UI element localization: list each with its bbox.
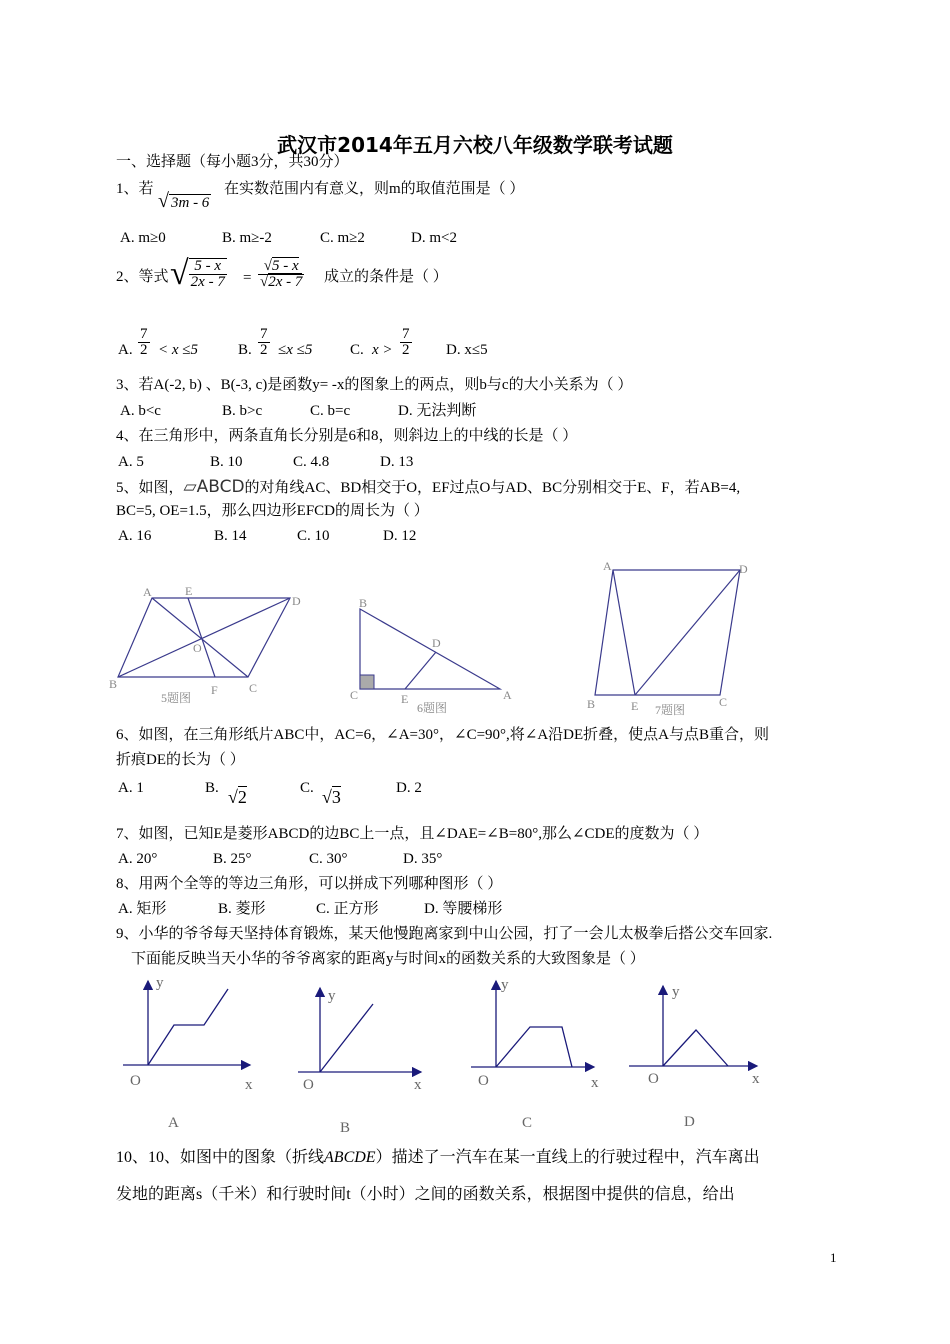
q8-option-d: D. 等腰梯形 — [424, 901, 503, 917]
q2-option-b-frac — [258, 327, 270, 358]
q3-option-c: C. b=c — [310, 403, 351, 419]
q2-c-frac-num: 7 — [402, 326, 410, 342]
fig7-label-b: B — [587, 697, 596, 711]
q9-line2: 下面能反映当天小华的爷爷离家的距离y与时间x的函数关系的大致图象是（ ） — [131, 951, 645, 967]
graph-c-y-label: y — [501, 977, 509, 993]
q2-option-c-label: C. — [350, 342, 364, 358]
graph-a-origin: O — [130, 1073, 141, 1089]
q8-option-b: B. 菱形 — [218, 901, 266, 917]
q5-line1 — [116, 479, 740, 496]
fig6-label-e: E — [401, 692, 409, 706]
q5-option-d: D. 12 — [383, 528, 417, 544]
q5-option-b: B. 14 — [214, 528, 247, 544]
graph-d-option-label: D — [684, 1114, 695, 1130]
graph-b-x-label: x — [414, 1077, 422, 1093]
q8-option-a: A. 矩形 — [118, 901, 167, 917]
q2-option-a-frac — [138, 327, 150, 358]
fig6-label-d: D — [432, 636, 441, 650]
fig5-label-d: D — [292, 594, 301, 608]
fig5-label-c: C — [249, 681, 258, 695]
q2-option-b-expr: ≤x ≤5 — [278, 342, 313, 358]
fig6-label-b: B — [359, 596, 368, 610]
graph-a-x-label: x — [245, 1077, 253, 1093]
q6-option-b-label: B. — [205, 780, 219, 796]
graph-c-origin: O — [478, 1073, 489, 1089]
fig7-label-c: C — [719, 695, 728, 709]
q2-suffix: 成立的条件是（ ） — [324, 269, 448, 285]
q6-option-a: A. 1 — [118, 780, 144, 796]
fig5-label-e: E — [185, 584, 193, 598]
graph-b-y-label: y — [328, 988, 336, 1004]
q7-option-c: C. 30° — [309, 851, 348, 867]
q1-option-a: A. m≥0 — [120, 230, 166, 246]
page-title: 武汉市2014年五月六校八年级数学联考试题 — [277, 133, 673, 157]
q10-polyline-name: ABCDE — [324, 1149, 376, 1166]
q6-option-d: D. 2 — [396, 780, 422, 796]
q8-option-c: C. 正方形 — [316, 901, 379, 917]
q2-prefix: 2、等式 — [116, 269, 169, 285]
q5-option-c: C. 10 — [297, 528, 330, 544]
q4-option-b: B. 10 — [210, 454, 243, 470]
fig5-label-b: B — [109, 677, 118, 691]
q1-sqrt: √ 3m - 6 — [158, 190, 210, 212]
q3-option-a: A. b<c — [120, 403, 161, 419]
q3-text: 3、若A(-2, b) 、B(-3, c)是函数y= -x的图象上的两点，则b与c的大小关系为（ ） — [116, 377, 633, 393]
q2-option-b-label: B. — [238, 342, 252, 358]
q2-option-c-frac — [400, 327, 412, 358]
q2-option-a-label: A. — [118, 342, 133, 358]
q1-option-c: C. m≥2 — [320, 230, 365, 246]
graph-d-x-label: x — [752, 1071, 760, 1087]
q10-line2: 发地的距离s（千米）和行驶时间t（小时）之间的函数关系，根据图中提供的信息，给出 — [116, 1186, 735, 1203]
q2-option-d: D. x≤5 — [446, 342, 488, 358]
q1-prefix: 1、若 — [116, 181, 154, 197]
fig6-label-c: C — [350, 688, 359, 702]
q6-line1: 6、如图，在三角形纸片ABC中，AC=6，∠A=30°，∠C=90°,将∠A沿DE折叠，使点A与点B重合，则 — [116, 727, 770, 743]
fig5-label-o: O — [193, 641, 202, 655]
q5-line2: BC=5, OE=1.5，那么四边形EFCD的周长为（ ） — [116, 503, 429, 519]
q2-a-frac-den: 2 — [140, 342, 148, 358]
fig7-label-a: A — [603, 559, 612, 573]
q9-graph-c — [468, 975, 618, 1135]
graph-d-y-label: y — [672, 984, 680, 1000]
q2-c-frac-den: 2 — [402, 342, 410, 358]
q4-option-c: C. 4.8 — [293, 454, 330, 470]
graph-a-option-label: A — [168, 1115, 179, 1131]
q2-b-frac-den: 2 — [260, 342, 268, 358]
q1-option-b: B. m≥-2 — [222, 230, 272, 246]
q10-line1-end: ）描述了一汽车在某一直线上的行驶过程中，汽车离出 — [375, 1149, 760, 1166]
fig7-caption: 7题图 — [655, 703, 686, 717]
graph-c-option-label: C — [522, 1115, 533, 1131]
q6-line2: 折痕DE的长为（ ） — [116, 752, 245, 768]
q3-option-b: B. b>c — [222, 403, 263, 419]
q4-option-d: D. 13 — [380, 454, 414, 470]
q2-a-frac-num: 7 — [140, 326, 148, 342]
q7-option-d: D. 35° — [403, 851, 443, 867]
q10-line1 — [116, 1150, 760, 1166]
q2-numerator: 5 - x — [189, 259, 227, 275]
page-number: 1 — [830, 1250, 837, 1265]
q9-line1: 9、小华的爷爷每天坚持体育锻炼，某天他慢跑离家到中山公园，打了一会儿太极拳后搭公交车回家. — [116, 926, 773, 942]
graph-a-y-label: y — [156, 975, 164, 991]
q2-right-numerator: 5 - x — [271, 258, 299, 274]
fig6-label-a: A — [503, 688, 512, 702]
q5-line1-start: 5、如图， — [116, 480, 184, 496]
q6-option-b-sqrt: √2 — [228, 787, 247, 807]
q8-text: 8、用两个全等的等边三角形，可以拼成下列哪种图形（ ） — [116, 876, 503, 892]
q2-option-a-expr: < x ≤5 — [158, 342, 199, 358]
q2-right-frac: $\frac{√5 - x}{√2x - 7}$ — [260, 258, 303, 290]
figure-7-rhombus — [585, 558, 760, 718]
section-heading: 一、选择题（每小题3分，共30分） — [116, 154, 349, 170]
fig7-label-e: E — [631, 699, 639, 713]
q3-option-d: D. 无法判断 — [398, 403, 477, 419]
q1-suffix: 在实数范围内有意义，则m的取值范围是（ ） — [224, 181, 525, 197]
fig6-caption: 6题图 — [417, 701, 448, 715]
q1-radicand: 3m - 6 — [170, 195, 210, 211]
fig7-label-d: D — [739, 562, 748, 576]
q9-graph-d — [626, 980, 776, 1140]
fig5-label-f: F — [211, 683, 218, 697]
q7-option-b: B. 25° — [213, 851, 252, 867]
q1-option-d: D. m<2 — [411, 230, 457, 246]
q2-equals: = — [243, 270, 252, 286]
q2-denominator: 2x - 7 — [190, 274, 225, 290]
graph-b-option-label: B — [340, 1120, 351, 1136]
q6-option-c-label: C. — [300, 780, 314, 796]
q4-text: 4、在三角形中，两条直角长分别是6和8，则斜边上的中线的长是（ ） — [116, 428, 578, 444]
q2-option-c-expr: x > — [372, 342, 393, 358]
q9-graph-a — [118, 975, 268, 1135]
q5-parallelogram-symbol: ▱ABCD — [183, 477, 245, 497]
q5-line1-end: 的对角线AC、BD相交于O，EF过点O与AD、BC分别相交于E、F，若AB=4, — [244, 480, 741, 496]
q9-graph-b — [293, 982, 443, 1142]
fig5-label-a: A — [143, 585, 152, 599]
q7-text: 7、如图，已知E是菱形ABCD的边BC上一点，且∠DAE=∠B=80°,那么∠CDE的度数为（ ） — [116, 826, 709, 842]
figure-5-parallelogram — [105, 582, 315, 707]
q6-option-c-radicand: 3 — [331, 787, 341, 807]
q10-line1-start: 10、10、如图中的图象（折线 — [116, 1149, 325, 1166]
q5-option-a: A. 16 — [118, 528, 152, 544]
q2-b-frac-num: 7 — [260, 326, 268, 342]
figure-6-triangle — [345, 595, 520, 720]
graph-b-origin: O — [303, 1077, 314, 1093]
q6-option-c-sqrt: √3 — [322, 787, 341, 807]
q6-option-b-radicand: 2 — [237, 787, 247, 807]
q2-left-sqrt-frac: √ $\frac{5 - x}{2x - 7}$ — [170, 255, 225, 292]
q4-option-a: A. 5 — [118, 454, 144, 470]
graph-d-origin: O — [648, 1071, 659, 1087]
fig5-caption: 5题图 — [161, 691, 192, 705]
q2-right-denominator: 2x - 7 — [268, 274, 303, 290]
graph-c-x-label: x — [591, 1075, 599, 1091]
q7-option-a: A. 20° — [118, 851, 158, 867]
